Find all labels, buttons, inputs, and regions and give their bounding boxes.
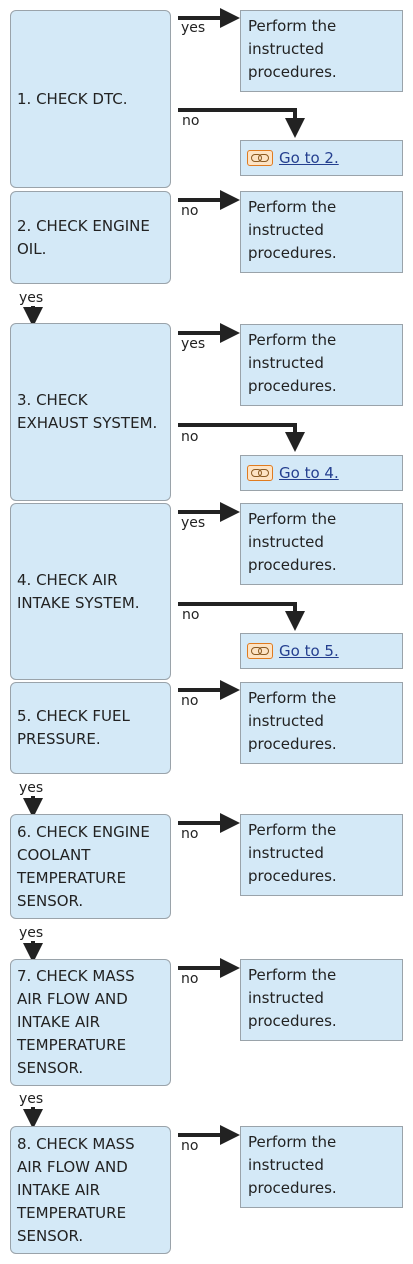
result-box-7: Perform the instructed procedures. bbox=[240, 959, 403, 1041]
no-label: no bbox=[181, 203, 199, 219]
step-box-1 bbox=[10, 10, 171, 188]
result-box-5: Perform the instructed procedures. bbox=[240, 682, 403, 764]
goto-box-5 bbox=[240, 633, 403, 669]
link-icon bbox=[247, 643, 273, 659]
yes-label: yes bbox=[19, 780, 44, 796]
step-box-5 bbox=[10, 682, 171, 774]
step-box-3 bbox=[10, 323, 171, 501]
yes-label: yes bbox=[19, 1091, 44, 1107]
no-label: no bbox=[181, 826, 199, 842]
step-label: 4. CHECK AIR INTAKE SYSTEM. bbox=[17, 570, 140, 612]
goto-link-5[interactable]: Go to 5. bbox=[279, 642, 339, 660]
result-box-4: Perform the instructed procedures. bbox=[240, 503, 403, 585]
goto-link-2[interactable]: Go to 2. bbox=[279, 149, 339, 167]
goto-box-2 bbox=[240, 140, 403, 176]
step-box-2 bbox=[10, 191, 171, 284]
step-box-8 bbox=[10, 1126, 171, 1254]
result-box-2: Perform the instructed procedures. bbox=[240, 191, 403, 273]
step-label: 6. CHECK ENGINE COOLANT TEMPERATURE SENSOR. bbox=[17, 822, 150, 910]
step-box-6 bbox=[10, 814, 171, 919]
step-label: 3. CHECK EXHAUST SYSTEM. bbox=[17, 391, 158, 432]
yes-label: yes bbox=[181, 515, 206, 531]
step-label: 5. CHECK FUEL PRESSURE. bbox=[17, 707, 130, 748]
goto-link-4[interactable]: Go to 4. bbox=[279, 464, 339, 482]
result-box-3: Perform the instructed procedures. bbox=[240, 324, 403, 406]
link-icon bbox=[247, 465, 273, 481]
yes-label: yes bbox=[19, 290, 44, 306]
no-label: no bbox=[182, 607, 200, 623]
no-label: no bbox=[181, 1138, 199, 1154]
step-box-4 bbox=[10, 503, 171, 680]
yes-label: yes bbox=[19, 925, 44, 941]
link-icon bbox=[247, 150, 273, 166]
step-label: 1. CHECK DTC. bbox=[17, 89, 128, 108]
no-label: no bbox=[182, 113, 200, 129]
step-label: 8. CHECK MASS AIR FLOW AND INTAKE AIR TEMPERATURE SENSOR. bbox=[17, 1134, 135, 1245]
step-label: 7. CHECK MASS AIR FLOW AND INTAKE AIR TEMPERATURE SENSOR. bbox=[17, 967, 135, 1077]
no-label: no bbox=[181, 693, 199, 709]
result-box-1: Perform the instructed procedures. bbox=[240, 10, 403, 92]
goto-box-4 bbox=[240, 455, 403, 491]
step-label: 2. CHECK ENGINE OIL. bbox=[17, 216, 150, 258]
result-box-6: Perform the instructed procedures. bbox=[240, 814, 403, 896]
no-label: no bbox=[181, 429, 199, 445]
yes-label: yes bbox=[181, 20, 206, 36]
yes-label: yes bbox=[181, 336, 206, 352]
step-box-7 bbox=[10, 959, 171, 1086]
result-box-8: Perform the instructed procedures. bbox=[240, 1126, 403, 1208]
no-label: no bbox=[181, 971, 199, 987]
